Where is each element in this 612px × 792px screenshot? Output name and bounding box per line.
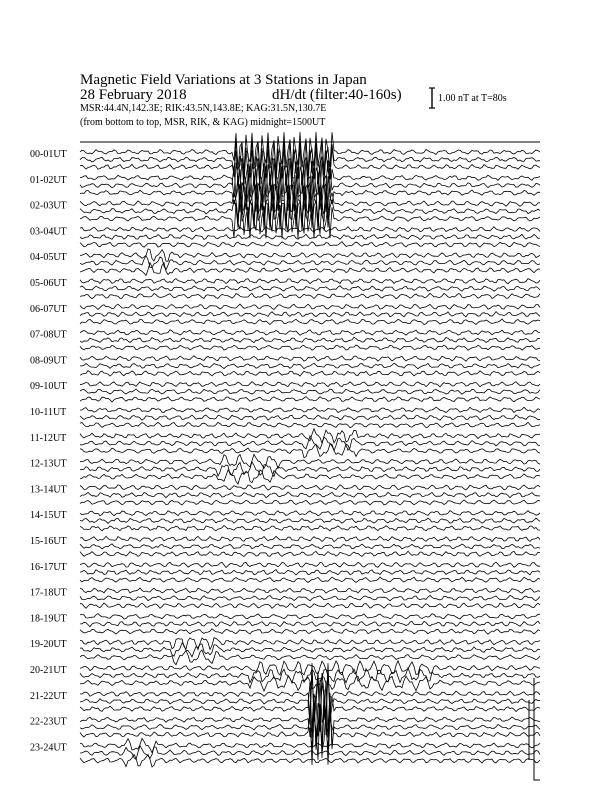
trace-16-17UT-RIK [80,570,540,575]
trace-19-20UT-MSR [80,650,540,665]
row-label-22-23UT: 22-23UT [30,716,67,728]
trace-09-10UT-KAG [80,382,540,387]
trace-03-04UT-KAG [80,227,540,232]
trace-11-12UT-MSR [80,444,540,458]
row-label-11-12UT: 11-12UT [30,432,67,444]
hour-labels [30,149,67,753]
trace-12-13UT-KAG [80,454,540,468]
scale-bar-label: 1.00 nT at T=80s [438,93,507,104]
trace-23-24UT-KAG [80,738,540,752]
trace-16-17UT-KAG [80,562,540,567]
chart-title: Magnetic Field Variations at 3 Stations in Japan [80,72,367,88]
row-label-19-20UT: 19-20UT [30,639,67,651]
row-label-14-15UT: 14-15UT [30,510,67,522]
station-order-note: (from bottom to top, MSR, RIK, & KAG) midnight=1500UT [80,117,326,128]
trace-08-09UT-RIK [80,363,540,369]
trace-10-11UT-KAG [80,407,540,412]
row-label-23-24UT: 23-24UT [30,742,67,754]
row-label-20-21UT: 20-21UT [30,665,67,676]
trace-06-07UT-MSR [80,319,540,325]
trace-03-04UT-RIK [80,234,540,239]
trace-10-11UT-MSR [80,422,540,427]
trace-05-06UT-KAG [80,279,540,284]
row-label-04-05UT: 04-05UT [30,252,67,264]
scale-bar [429,88,435,108]
trace-05-06UT-MSR [80,293,540,299]
trace-20-21UT-KAG [80,661,540,675]
trace-19-20UT-RIK [80,643,540,657]
trace-15-16UT-MSR [80,551,540,556]
trace-04-05UT-KAG [80,249,540,261]
trace-19-20UT-KAG [80,638,540,650]
row-label-21-22UT: 21-22UT [30,690,67,702]
row-label-10-11UT: 10-11UT [30,407,67,418]
trace-17-18UT-KAG [80,588,540,593]
trace-18-19UT-RIK [80,621,540,627]
trace-14-15UT-RIK [80,518,540,523]
trace-08-09UT-MSR [80,371,540,376]
trace-18-19UT-MSR [80,629,540,634]
trace-03-04UT-MSR [80,242,540,248]
trace-00-01UT-RIK [80,140,540,179]
trace-23-24UT-MSR [80,754,540,767]
row-label-01-02UT: 01-02UT [30,174,67,186]
trace-08-09UT-KAG [80,356,540,362]
row-label-03-04UT: 03-04UT [30,226,67,238]
trace-21-22UT-RIK [80,671,540,732]
trace-13-14UT-RIK [80,492,540,498]
trace-12-13UT-MSR [80,470,540,484]
trace-13-14UT-MSR [80,500,540,505]
row-label-00-01UT: 00-01UT [30,149,67,160]
row-label-17-18UT: 17-18UT [30,587,67,599]
row-label-08-09UT: 08-09UT [30,355,67,367]
trace-06-07UT-KAG [80,304,540,309]
trace-05-06UT-RIK [80,286,540,291]
trace-15-16UT-KAG [80,536,540,541]
trace-16-17UT-MSR [80,577,540,582]
trace-14-15UT-KAG [80,511,540,516]
row-label-13-14UT: 13-14UT [30,484,67,496]
row-label-06-07UT: 06-07UT [30,303,67,315]
trace-18-19UT-KAG [80,614,540,619]
trace-10-11UT-RIK [80,415,540,420]
row-label-05-06UT: 05-06UT [30,278,67,289]
chart-date: 28 February 2018 [80,87,187,103]
row-label-12-13UT: 12-13UT [30,458,67,470]
trace-17-18UT-RIK [80,595,540,600]
trace-09-10UT-RIK [80,389,540,394]
trace-07-08UT-RIK [80,337,540,342]
row-label-15-16UT: 15-16UT [30,536,67,547]
trace-12-13UT-RIK [80,462,540,477]
traces [80,132,540,780]
trace-13-14UT-KAG [80,485,540,490]
trace-07-08UT-KAG [80,330,540,336]
trace-17-18UT-MSR [80,603,540,608]
trace-06-07UT-RIK [80,312,540,317]
trace-15-16UT-RIK [80,544,540,549]
row-label-02-03UT: 02-03UT [30,200,67,212]
series-label: dH/dt (filter:40-160s) [272,87,402,103]
row-label-16-17UT: 16-17UT [30,561,67,573]
trace-11-12UT-RIK [80,436,540,451]
row-label-09-10UT: 09-10UT [30,381,67,393]
trace-09-10UT-MSR [80,397,540,402]
trace-07-08UT-MSR [80,345,540,350]
row-label-07-08UT: 07-08UT [30,329,67,341]
trace-14-15UT-MSR [80,526,540,531]
row-label-18-19UT: 18-19UT [30,613,67,625]
station-coordinates: MSR:44.4N,142.3E; RIK:43.5N,143.8E; KAG:31.5N,130.7E [80,103,327,114]
